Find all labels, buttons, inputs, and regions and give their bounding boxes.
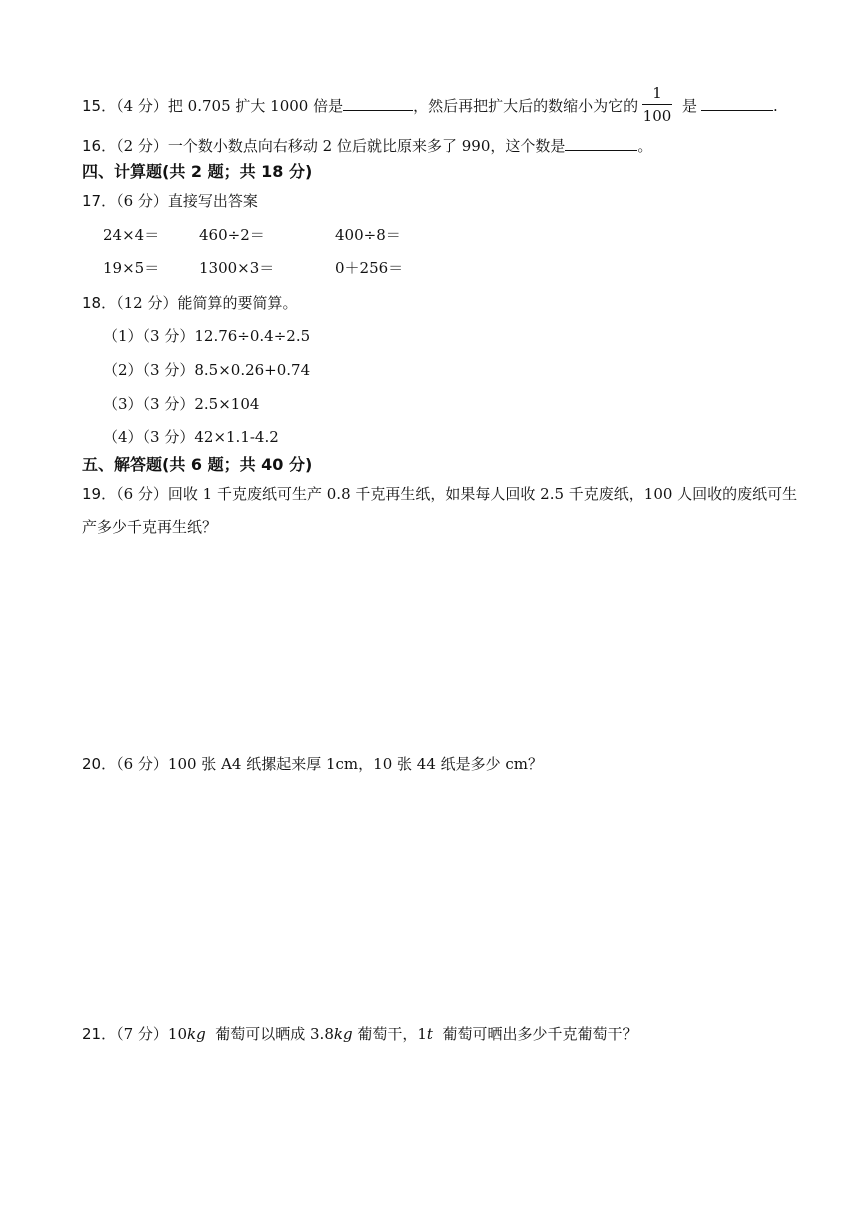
question-19-continued: 产多少千克再生纸？ [82, 518, 218, 536]
question-score: ．（12 分） [101, 294, 178, 312]
unit-kg: kg [187, 1025, 206, 1043]
question-text: 葡萄可以晒成 3.8 [215, 1025, 334, 1043]
question-21 [82, 1024, 638, 1044]
question-text: 葡萄干，1 [357, 1025, 427, 1043]
question-text: 回收 1 千克废纸可生产 0.8 千克再生纸，如果每人回收 2.5 千克废纸，100 人回收的废纸可生 [167, 485, 798, 503]
question-number: 15 [82, 97, 102, 115]
unit-t: t [426, 1025, 433, 1043]
calc-item: 24×4＝ [103, 226, 160, 244]
calc-item: 1300×3＝ [199, 259, 275, 277]
question-text: . [773, 97, 778, 115]
sub-question: （3）（3 分）2.5×104 [103, 395, 260, 413]
question-18 [82, 293, 297, 313]
fraction-denominator: 100 [642, 107, 672, 125]
question-score: ．（7 分） [101, 1025, 168, 1043]
answer-blank[interactable] [343, 95, 413, 111]
question-text: 100 张 A4 纸摞起来厚 1cm，10 张 44 纸是多少 cm？ [167, 755, 544, 773]
question-number: 19 [82, 485, 102, 503]
question-text: ，然后再把扩大后的数缩小为它的 [413, 97, 639, 115]
question-15 [82, 95, 638, 116]
question-text: 10 [167, 1025, 187, 1043]
question-number: 18 [82, 294, 102, 312]
question-text: 能简算的要简算。 [177, 294, 298, 312]
sub-question: （4）（3 分）42×1.1-4.2 [103, 428, 279, 446]
answer-blank[interactable] [701, 95, 773, 111]
question-score: ．（2 分） [101, 137, 168, 155]
calc-item: 0＋256＝ [335, 259, 404, 277]
question-number: 17 [82, 192, 102, 210]
question-score: ．（6 分） [101, 755, 168, 773]
question-number: 16 [82, 137, 102, 155]
question-20 [82, 754, 543, 774]
fraction-one-hundredth [642, 84, 672, 125]
answer-blank[interactable] [565, 135, 637, 151]
question-17 [82, 191, 258, 211]
section-heading-calculation: 四、计算题(共 2 题；共 18 分) [82, 162, 313, 181]
question-19 [82, 484, 797, 504]
question-text: 一个数小数点向右移动 2 位后就比原来多了 990，这个数是 [167, 137, 566, 155]
fraction-bar [642, 104, 672, 105]
fraction-numerator: 1 [652, 84, 662, 102]
question-16 [82, 135, 652, 156]
question-text: 葡萄可晒出多少千克葡萄干？ [442, 1025, 638, 1043]
question-15-tail [682, 95, 778, 116]
question-text: 是 [682, 97, 698, 115]
unit-kg: kg [333, 1025, 353, 1043]
calc-item: 400÷8＝ [335, 226, 401, 244]
sub-question: （1）（3 分）12.76÷0.4÷2.5 [103, 327, 311, 345]
question-score: ．（4 分） [101, 97, 168, 115]
question-score: ．（6 分） [101, 485, 168, 503]
sub-question: （2）（3 分）8.5×0.26+0.74 [103, 361, 311, 379]
question-score: ．（6 分） [101, 192, 168, 210]
question-text: 把 0.705 扩大 1000 倍是 [167, 97, 344, 115]
calc-item: 19×5＝ [103, 259, 160, 277]
question-number: 20 [82, 755, 102, 773]
question-text: 。 [637, 137, 653, 155]
question-number: 21 [82, 1025, 102, 1043]
section-heading-word-problems: 五、解答题(共 6 题；共 40 分) [82, 455, 313, 474]
calc-item: 460÷2＝ [199, 226, 265, 244]
question-text: 直接写出答案 [167, 192, 258, 210]
